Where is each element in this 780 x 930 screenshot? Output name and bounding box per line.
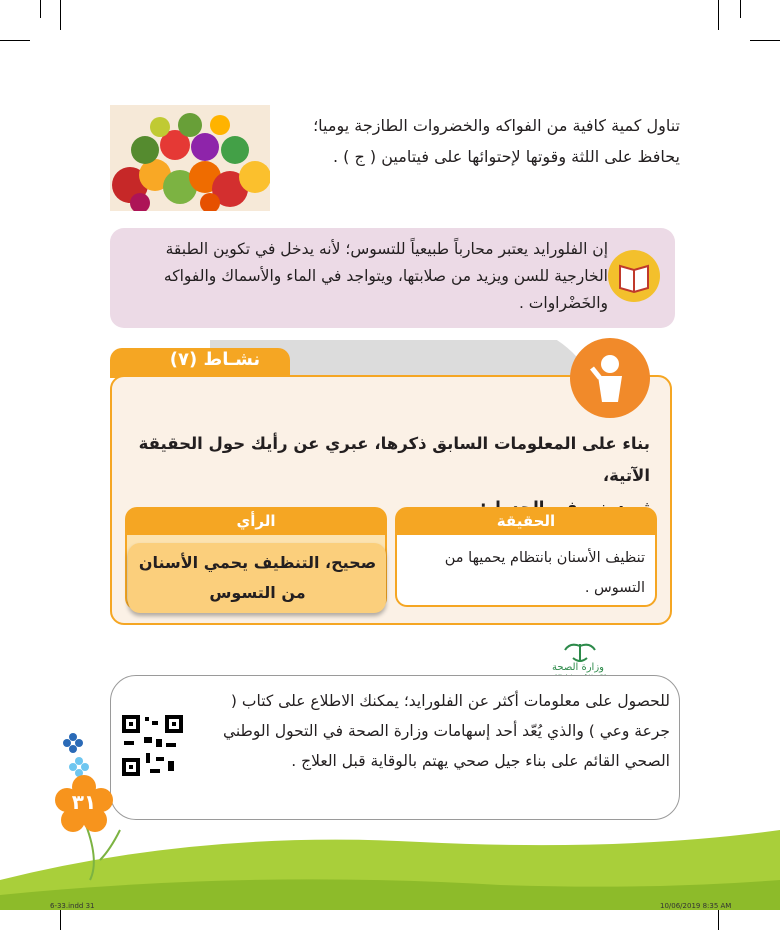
footer-date: 10/06/2019 8:35 AM: [660, 902, 732, 910]
page-number: ٣١: [71, 790, 97, 814]
opinion-header: الرأي: [125, 507, 387, 535]
fact-header: الحقيقة: [395, 507, 657, 535]
fruits-vegetables-image: [110, 105, 270, 211]
crop-mark: [0, 40, 30, 41]
intro-line-1: تناول كمية كافية من الفواكه والخضروات الطازجة يوميا؛: [313, 116, 680, 135]
info-text: إن الفلورايد يعتبر محارباً طبيعياً للتسوس؛ لأنه يدخل في تكوين الطبقة الخارجية للسن ويزيد من صلابتها، ويتواجد في الماء والأسماك والفواكه والخَضْراوات .: [163, 240, 608, 312]
crop-mark: [40, 0, 41, 18]
intro-paragraph: [300, 110, 680, 172]
fact-text: تنظيف الأسنان بانتظام يحميها من التسوس .: [444, 550, 645, 596]
footer-file: 6-33.indd 31: [50, 902, 95, 910]
intro-line-2: يحافظ على اللثة وقوتها لإحتوائها على فيتامين ( ج ) .: [333, 147, 680, 166]
crop-mark: [60, 0, 61, 30]
activity-label: نشـاط (٧): [169, 349, 261, 370]
crop-mark: [750, 40, 780, 41]
book-icon: [608, 250, 660, 302]
flower-icon: [62, 732, 84, 754]
crop-mark: [718, 0, 719, 30]
crop-mark: [740, 0, 741, 18]
activity-person-icon: [570, 338, 650, 418]
prompt-line-1: بناء على المعلومات السابق ذكرها، عبري عن رأيك حول الحقيقة الآتية،: [138, 434, 650, 485]
grass-decoration: [0, 730, 780, 910]
opinion-answer-text: صحيح، التنظيف يحمي الأسنان من التسوس: [138, 553, 377, 602]
bottom-text: للحصول على معلومات أكثر عن الفلورايد؛ يمكنك الاطلاع على كتاب ( جرعة وعي ) والذي يُعّد أحد إسهامات وزارة الصحة في التحول الوطني الصحي القائم على بناء جيل صحي يهتم بالوقاية قبل العلاج .: [222, 692, 670, 770]
ministry-name: وزارة الصحة: [552, 662, 604, 673]
